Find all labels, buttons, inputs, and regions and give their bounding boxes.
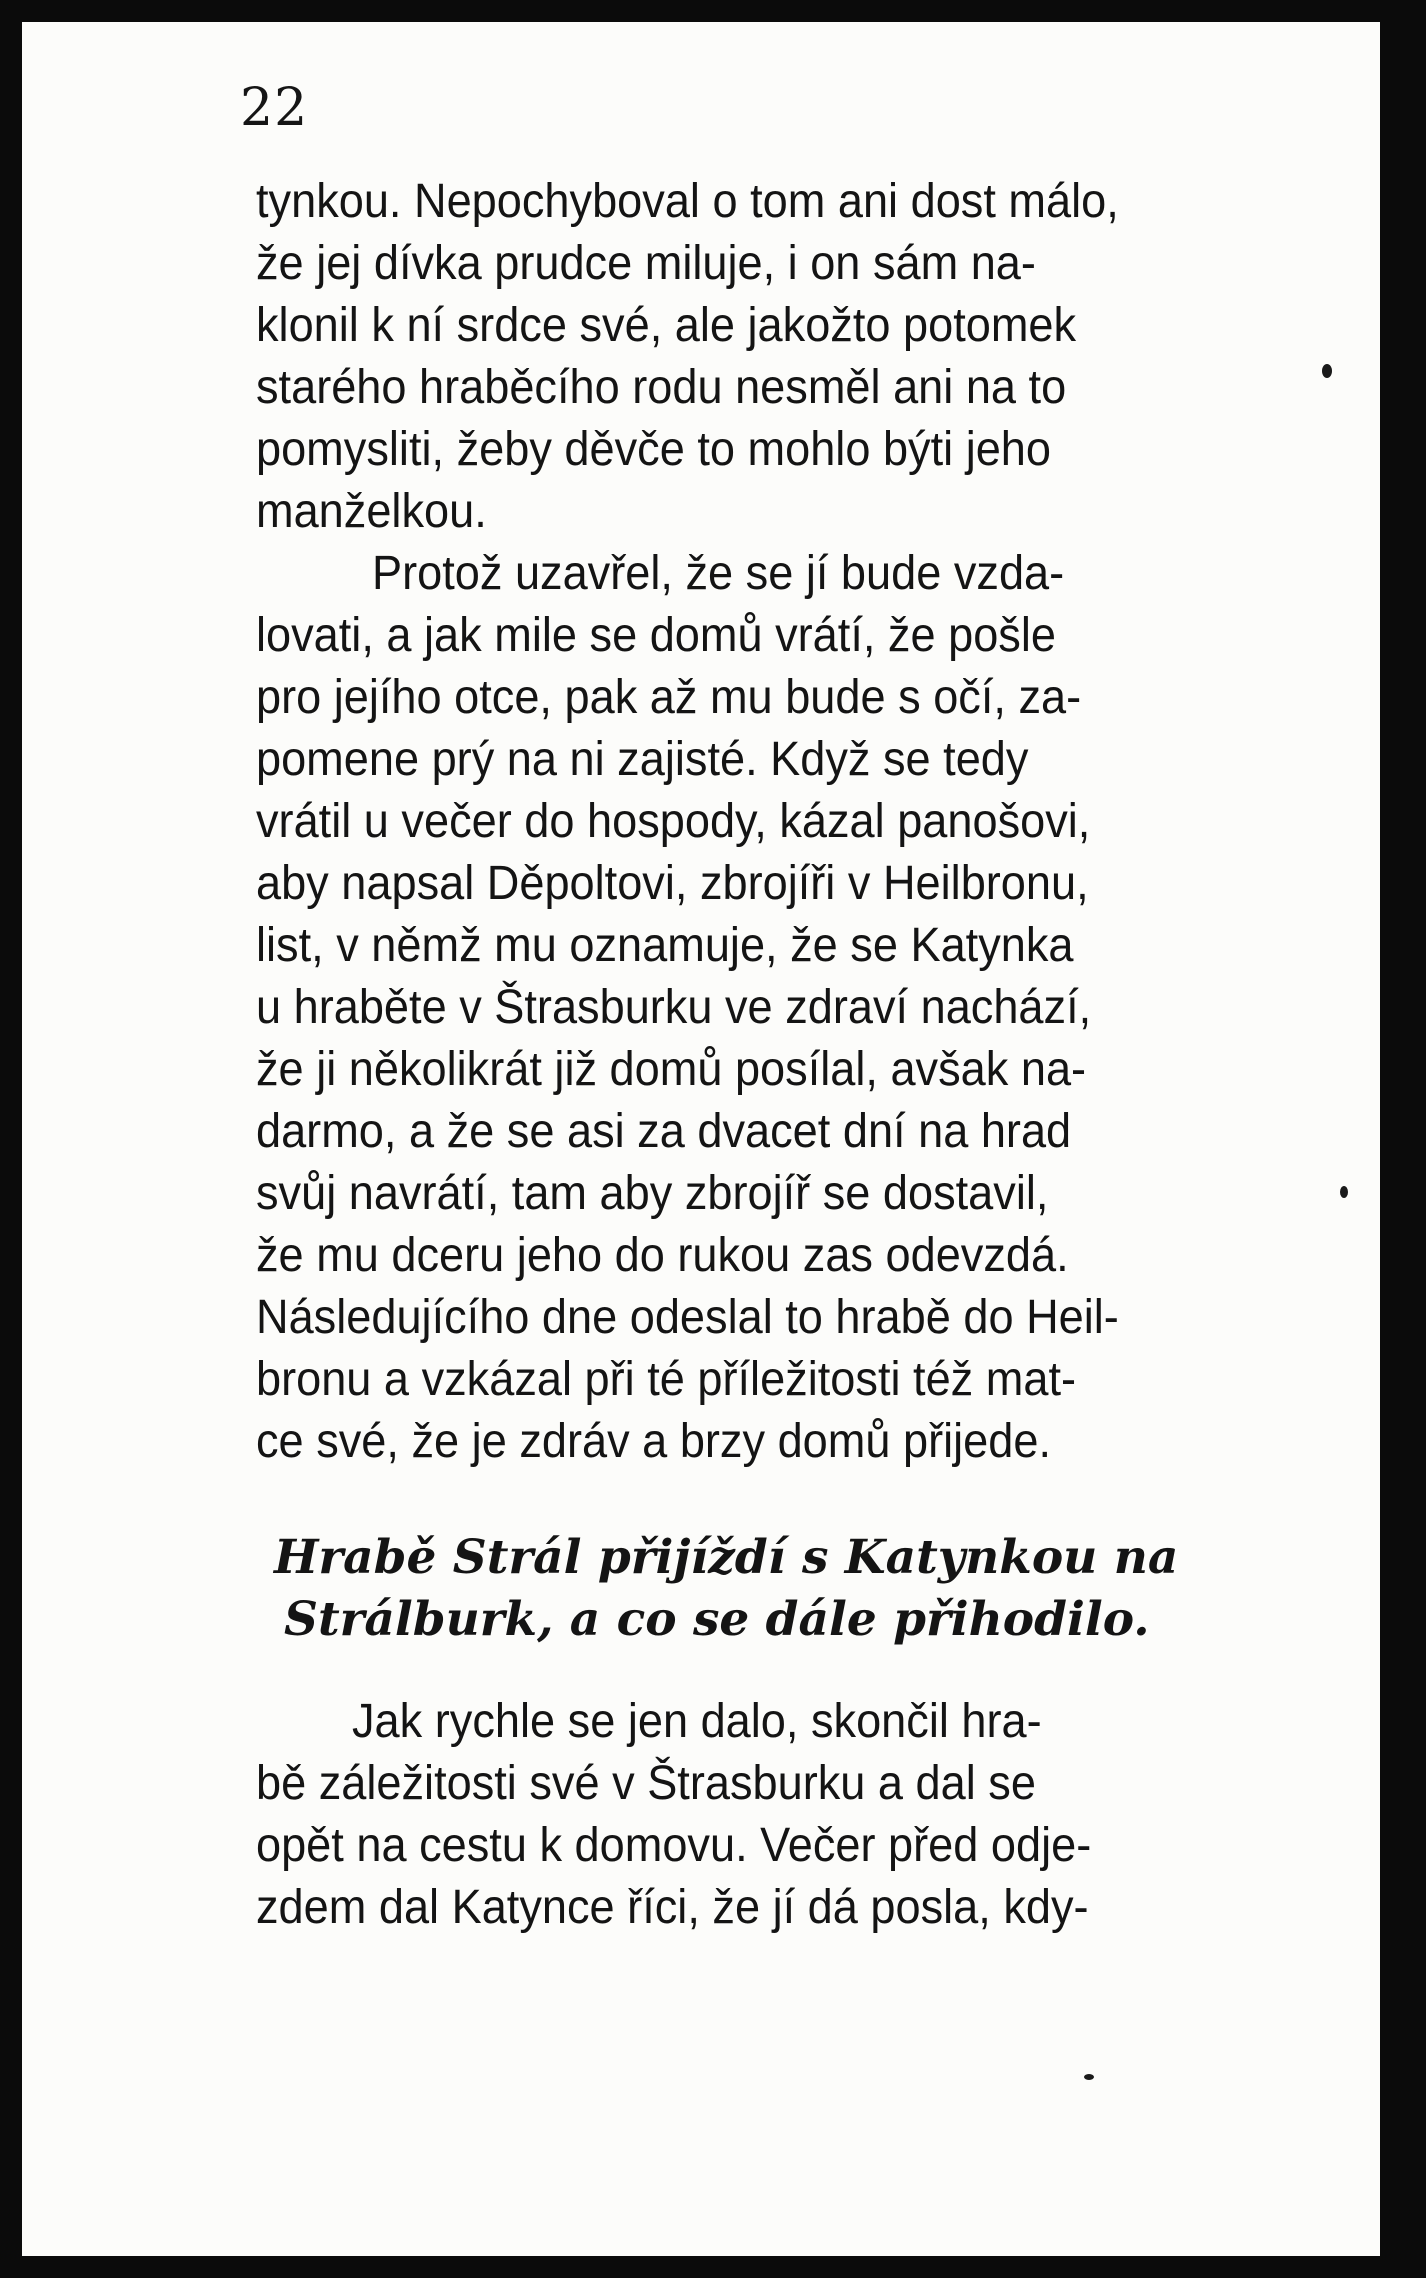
page-number: 22	[240, 78, 309, 138]
scan-edge	[1380, 22, 1404, 2256]
text-line: u hraběte v Štrasburku ve zdraví nachází,	[256, 981, 1092, 1034]
text-line: darmo, a že se asi za dvacet dní na hrad	[256, 1105, 1072, 1158]
chapter-heading-line: Hrabě Strál přijíždí s Katynkou na	[274, 1530, 1179, 1585]
text-line: opět na cestu k domovu. Večer před odje-	[256, 1819, 1092, 1872]
scan-speck	[1340, 1186, 1348, 1198]
text-line: Následujícího dne odeslal to hrabě do Heil-	[256, 1291, 1119, 1344]
text-line: tynkou. Nepochyboval o tom ani dost málo,	[256, 175, 1119, 228]
text-line: že mu dceru jeho do rukou zas odevzdá.	[256, 1229, 1069, 1282]
text-line: svůj navrátí, tam aby zbrojíř se dostavil,	[256, 1167, 1049, 1220]
text-line: klonil k ní srdce své, ale jakožto potomek	[256, 299, 1077, 352]
text-line: že ji několikrát již domů posílal, avšak na-	[256, 1043, 1087, 1096]
text-line: pomene prý na ni zajisté. Když se tedy	[256, 733, 1029, 786]
text-line: lovati, a jak mile se domů vrátí, že pošle	[256, 609, 1056, 662]
book-page	[22, 22, 1404, 2256]
text-line: bě záležitosti své v Štrasburku a dal se	[256, 1757, 1036, 1810]
text-line: vrátil u večer do hospody, kázal panošovi,	[256, 795, 1091, 848]
text-line: zdem dal Katynce říci, že jí dá posla, kdy-	[256, 1881, 1089, 1934]
scan-speck	[1084, 2074, 1094, 2080]
text-line: pro jejího otce, pak až mu bude s očí, za-	[256, 671, 1082, 724]
text-line: že jej dívka prudce miluje, i on sám na-	[256, 237, 1036, 290]
text-line: Jak rychle se jen dalo, skončil hra-	[352, 1695, 1042, 1748]
text-line: Protož uzavřel, že se jí bude vzda-	[372, 547, 1065, 600]
text-line: aby napsal Děpoltovi, zbrojíři v Heilbronu,	[256, 857, 1089, 910]
text-line: bronu a vzkázal při té příležitosti též mat-	[256, 1353, 1077, 1406]
scan-speck	[1322, 364, 1332, 378]
text-line: ce své, že je zdráv a brzy domů přijede.	[256, 1415, 1051, 1468]
text-line: manželkou.	[256, 485, 487, 538]
chapter-heading-line: Strálburk, a co se dále přihodilo.	[284, 1592, 1150, 1647]
text-line: pomysliti, žeby děvče to mohlo býti jeho	[256, 423, 1052, 476]
text-line: list, v němž mu oznamuje, že se Katynka	[256, 919, 1074, 972]
text-line: starého hraběcího rodu nesměl ani na to	[256, 361, 1067, 414]
